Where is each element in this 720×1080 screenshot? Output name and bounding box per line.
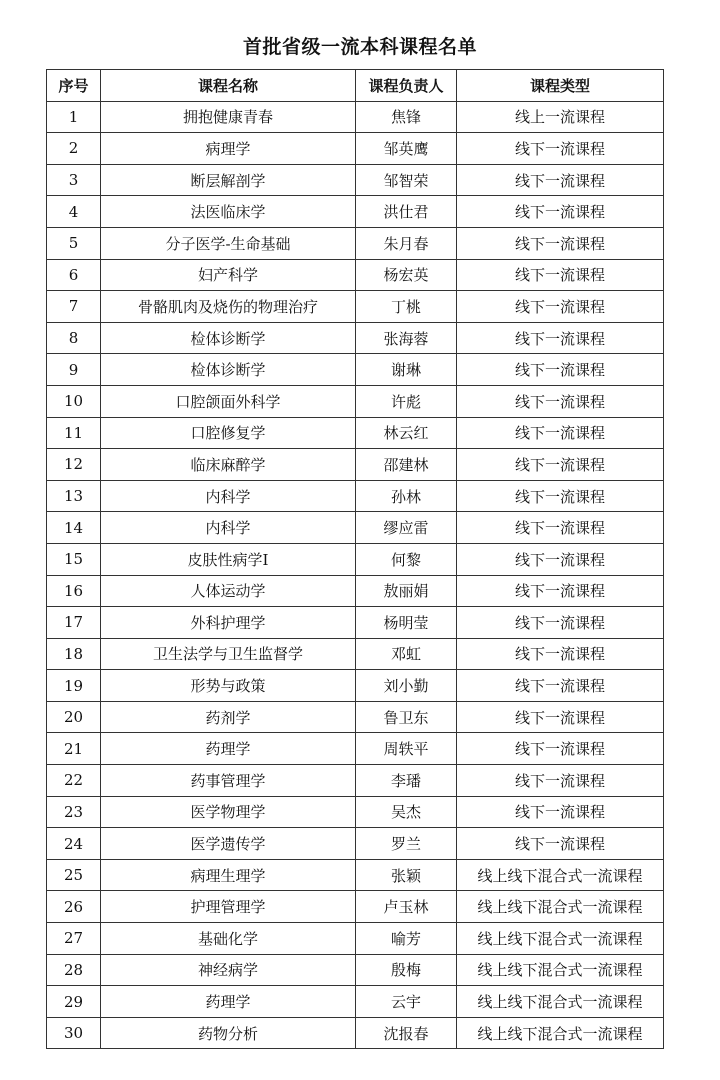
cell-course-name: 骨骼肌肉及烧伤的物理治疗 (101, 291, 356, 323)
cell-course-type: 线下一流课程 (457, 828, 664, 860)
cell-course-lead: 谢琳 (356, 354, 457, 386)
table-header-row (47, 70, 664, 102)
cell-course-lead: 罗兰 (356, 828, 457, 860)
cell-course-name: 医学物理学 (101, 796, 356, 828)
cell-course-type: 线下一流课程 (457, 575, 664, 607)
table-row (47, 322, 664, 354)
cell-number: 25 (47, 859, 101, 891)
cell-course-type: 线下一流课程 (457, 196, 664, 228)
table-row (47, 259, 664, 291)
cell-course-type: 线下一流课程 (457, 164, 664, 196)
cell-course-type: 线上线下混合式一流课程 (457, 891, 664, 923)
cell-number: 9 (47, 354, 101, 386)
cell-number: 24 (47, 828, 101, 860)
cell-course-name: 病理学 (101, 133, 356, 165)
table-row (47, 859, 664, 891)
table-row (47, 449, 664, 481)
cell-number: 17 (47, 607, 101, 639)
cell-number: 15 (47, 543, 101, 575)
cell-course-lead: 林云红 (356, 417, 457, 449)
cell-course-type: 线下一流课程 (457, 765, 664, 797)
cell-course-name: 基础化学 (101, 923, 356, 955)
cell-course-name: 药事管理学 (101, 765, 356, 797)
cell-course-type: 线上线下混合式一流课程 (457, 923, 664, 955)
cell-course-type: 线下一流课程 (457, 385, 664, 417)
table-body (47, 101, 664, 1049)
cell-course-type: 线下一流课程 (457, 543, 664, 575)
header-course-type: 课程类型 (457, 70, 664, 102)
header-course-lead: 课程负责人 (356, 70, 457, 102)
table-row (47, 133, 664, 165)
cell-course-type: 线下一流课程 (457, 449, 664, 481)
cell-course-lead: 邵建林 (356, 449, 457, 481)
cell-course-type: 线下一流课程 (457, 733, 664, 765)
table-row (47, 575, 664, 607)
cell-course-lead: 何黎 (356, 543, 457, 575)
cell-number: 26 (47, 891, 101, 923)
cell-number: 16 (47, 575, 101, 607)
cell-number: 8 (47, 322, 101, 354)
table-row (47, 670, 664, 702)
cell-course-type: 线下一流课程 (457, 670, 664, 702)
cell-course-type: 线上一流课程 (457, 101, 664, 133)
table-row (47, 227, 664, 259)
header-number: 序号 (47, 70, 101, 102)
cell-course-name: 断层解剖学 (101, 164, 356, 196)
cell-number: 6 (47, 259, 101, 291)
cell-course-type: 线上线下混合式一流课程 (457, 986, 664, 1018)
cell-number: 10 (47, 385, 101, 417)
cell-course-lead: 喻芳 (356, 923, 457, 955)
cell-course-type: 线下一流课程 (457, 417, 664, 449)
cell-course-name: 药剂学 (101, 701, 356, 733)
table-row (47, 607, 664, 639)
cell-number: 23 (47, 796, 101, 828)
cell-number: 30 (47, 1017, 101, 1049)
cell-course-lead: 丁桃 (356, 291, 457, 323)
table-row (47, 765, 664, 797)
cell-course-lead: 邓虹 (356, 638, 457, 670)
table-row (47, 701, 664, 733)
cell-course-name: 护理管理学 (101, 891, 356, 923)
cell-number: 22 (47, 765, 101, 797)
cell-number: 27 (47, 923, 101, 955)
cell-course-lead: 敖丽娟 (356, 575, 457, 607)
cell-course-name: 分子医学-生命基础 (101, 227, 356, 259)
cell-course-type: 线下一流课程 (457, 480, 664, 512)
cell-number: 21 (47, 733, 101, 765)
cell-course-name: 检体诊断学 (101, 354, 356, 386)
cell-course-lead: 云宇 (356, 986, 457, 1018)
cell-course-lead: 朱月春 (356, 227, 457, 259)
cell-course-lead: 杨明莹 (356, 607, 457, 639)
cell-number: 13 (47, 480, 101, 512)
cell-course-type: 线上线下混合式一流课程 (457, 859, 664, 891)
table-row (47, 480, 664, 512)
cell-course-name: 临床麻醉学 (101, 449, 356, 481)
cell-course-lead: 卢玉林 (356, 891, 457, 923)
cell-course-type: 线下一流课程 (457, 133, 664, 165)
cell-number: 3 (47, 164, 101, 196)
cell-number: 1 (47, 101, 101, 133)
table-row (47, 512, 664, 544)
table-row (47, 986, 664, 1018)
table-row (47, 354, 664, 386)
cell-course-lead: 沈报春 (356, 1017, 457, 1049)
cell-course-name: 卫生法学与卫生监督学 (101, 638, 356, 670)
table-row (47, 733, 664, 765)
cell-course-name: 药理学 (101, 986, 356, 1018)
cell-course-type: 线上线下混合式一流课程 (457, 1017, 664, 1049)
cell-course-name: 拥抱健康青春 (101, 101, 356, 133)
cell-course-lead: 李璠 (356, 765, 457, 797)
cell-number: 12 (47, 449, 101, 481)
cell-course-name: 检体诊断学 (101, 322, 356, 354)
cell-number: 7 (47, 291, 101, 323)
cell-course-name: 口腔修复学 (101, 417, 356, 449)
table-row (47, 923, 664, 955)
cell-number: 2 (47, 133, 101, 165)
cell-course-lead: 吴杰 (356, 796, 457, 828)
cell-course-lead: 缪应雷 (356, 512, 457, 544)
table-row (47, 417, 664, 449)
cell-course-name: 形势与政策 (101, 670, 356, 702)
cell-number: 19 (47, 670, 101, 702)
table-row (47, 164, 664, 196)
header-course-name: 课程名称 (101, 70, 356, 102)
cell-number: 14 (47, 512, 101, 544)
cell-course-type: 线下一流课程 (457, 227, 664, 259)
cell-course-lead: 张颖 (356, 859, 457, 891)
cell-course-name: 内科学 (101, 480, 356, 512)
cell-course-name: 妇产科学 (101, 259, 356, 291)
table-row (47, 828, 664, 860)
table-row (47, 638, 664, 670)
cell-course-name: 病理生理学 (101, 859, 356, 891)
cell-course-name: 人体运动学 (101, 575, 356, 607)
cell-course-type: 线下一流课程 (457, 796, 664, 828)
cell-course-lead: 洪仕君 (356, 196, 457, 228)
table-row (47, 954, 664, 986)
cell-course-type: 线下一流课程 (457, 354, 664, 386)
cell-number: 11 (47, 417, 101, 449)
cell-course-name: 皮肤性病学Ⅰ (101, 543, 356, 575)
course-table (46, 69, 664, 1049)
cell-course-type: 线下一流课程 (457, 322, 664, 354)
cell-course-lead: 焦锋 (356, 101, 457, 133)
cell-course-lead: 许彪 (356, 385, 457, 417)
cell-course-name: 法医临床学 (101, 196, 356, 228)
cell-course-lead: 邹英鹰 (356, 133, 457, 165)
cell-course-name: 内科学 (101, 512, 356, 544)
cell-course-lead: 杨宏英 (356, 259, 457, 291)
cell-course-type: 线下一流课程 (457, 638, 664, 670)
cell-course-lead: 张海蓉 (356, 322, 457, 354)
page-title: 首批省级一流本科课程名单 (242, 36, 477, 58)
table-row (47, 291, 664, 323)
table-row (47, 196, 664, 228)
cell-course-name: 医学遗传学 (101, 828, 356, 860)
cell-number: 18 (47, 638, 101, 670)
table-row (47, 385, 664, 417)
table-row (47, 891, 664, 923)
cell-course-lead: 鲁卫东 (356, 701, 457, 733)
cell-course-lead: 殷梅 (356, 954, 457, 986)
cell-course-lead: 周轶平 (356, 733, 457, 765)
cell-course-type: 线下一流课程 (457, 607, 664, 639)
cell-course-type: 线下一流课程 (457, 259, 664, 291)
cell-course-lead: 邹智荣 (356, 164, 457, 196)
cell-course-name: 药理学 (101, 733, 356, 765)
cell-course-type: 线上线下混合式一流课程 (457, 954, 664, 986)
table-row (47, 1017, 664, 1049)
cell-number: 4 (47, 196, 101, 228)
table-row (47, 101, 664, 133)
cell-course-lead: 孙林 (356, 480, 457, 512)
table-row (47, 543, 664, 575)
cell-number: 5 (47, 227, 101, 259)
cell-course-name: 外科护理学 (101, 607, 356, 639)
cell-course-type: 线下一流课程 (457, 701, 664, 733)
cell-course-type: 线下一流课程 (457, 291, 664, 323)
cell-course-name: 口腔颌面外科学 (101, 385, 356, 417)
cell-course-name: 药物分析 (101, 1017, 356, 1049)
cell-course-lead: 刘小勤 (356, 670, 457, 702)
cell-course-name: 神经病学 (101, 954, 356, 986)
cell-number: 20 (47, 701, 101, 733)
cell-number: 29 (47, 986, 101, 1018)
cell-number: 28 (47, 954, 101, 986)
table-row (47, 796, 664, 828)
cell-course-type: 线下一流课程 (457, 512, 664, 544)
